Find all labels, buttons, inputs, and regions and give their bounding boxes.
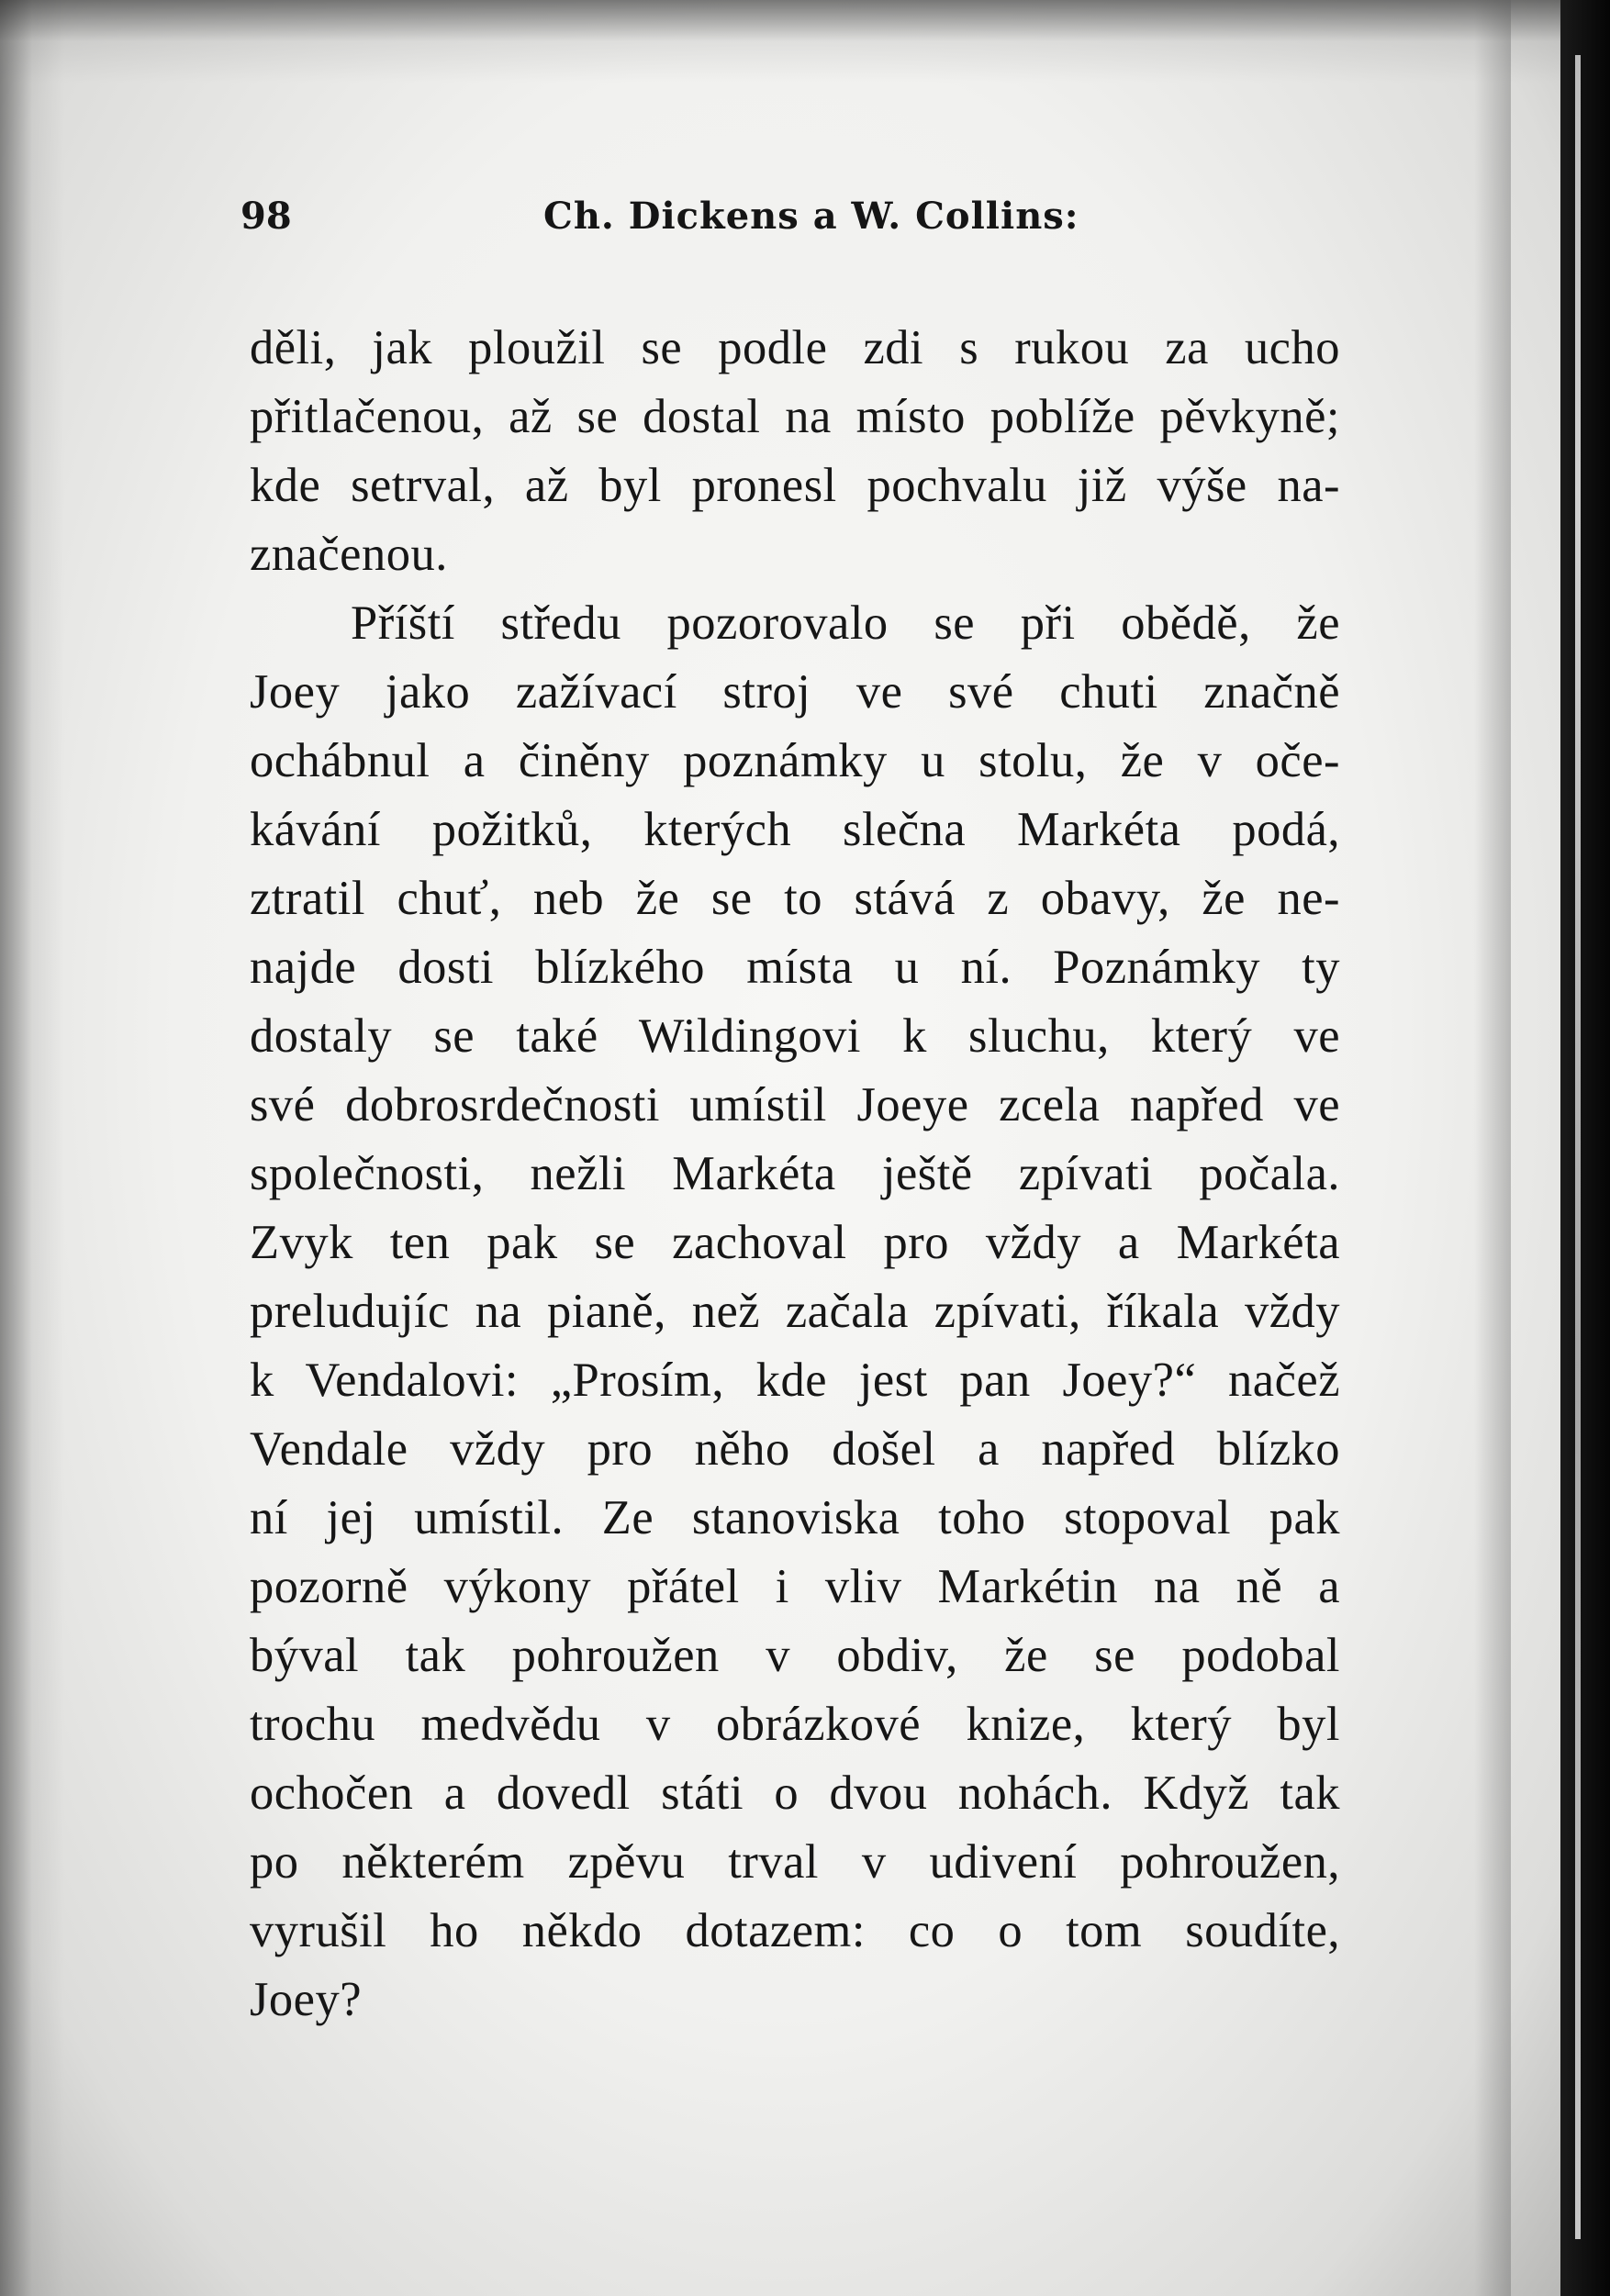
text-line: Joey jako zažívací stroj ve své chuti značně xyxy=(250,665,1340,719)
text-line: ochábnul a činěny poznámky u stolu, že v oče- xyxy=(250,734,1340,787)
book-spine-edge xyxy=(1560,0,1610,2296)
text-line: přitlačenou, až se dostal na místo poblíže pěvkyně; xyxy=(250,390,1340,443)
text-line: kde setrval, až byl pronesl pochvalu již výše na- xyxy=(250,459,1340,512)
text-line: Příští středu pozorovalo se při obědě, že xyxy=(351,596,1340,650)
text-line: své dobrosrdečnosti umístil Joeye zcela napřed ve xyxy=(250,1078,1340,1131)
text-line: ztratil chuť, neb že se to stává z obavy, že ne- xyxy=(250,872,1340,925)
text-line: k Vendalovi: „Prosím, kde jest pan Joey?“ načež xyxy=(250,1354,1340,1407)
text-line: Zvyk ten pak se zachoval pro vždy a Markéta xyxy=(250,1216,1340,1269)
text-line: ochočen a dovedl státi o dvou nohách. Když tak xyxy=(250,1767,1340,1820)
page-edge-shadow-right xyxy=(1474,0,1511,2296)
text-line: po některém zpěvu trval v udivení pohroužen, xyxy=(250,1835,1340,1889)
text-line: vyrušil ho někdo dotazem: co o tom soudíte, xyxy=(250,1904,1340,1957)
text-line: dostaly se také Wildingovi k sluchu, který ve xyxy=(250,1009,1340,1063)
text-line: ní jej umístil. Ze stanoviska toho stopoval pak xyxy=(250,1491,1340,1544)
text-line: trochu medvědu v obrázkové knize, který byl xyxy=(250,1698,1340,1751)
text-line: společnosti, nežli Markéta ještě zpívati počala. xyxy=(250,1147,1340,1200)
text-line: najde dosti blízkého místa u ní. Poznámky ty xyxy=(250,941,1340,994)
page-number: 98 xyxy=(240,195,292,238)
body-text xyxy=(250,314,1340,2034)
page-edge-shadow-top xyxy=(0,0,1560,83)
page-edge-shadow-left xyxy=(0,0,64,2296)
page-edge-stripe xyxy=(1575,55,1581,2239)
running-head: Ch. Dickens a W. Collins: xyxy=(543,195,1079,238)
page-header xyxy=(240,195,1324,250)
text-line: pozorně výkony přátel i vliv Markétin na ně a xyxy=(250,1560,1340,1613)
text-line: preludujíc na pianě, než začala zpívati, říkala vždy xyxy=(250,1285,1340,1338)
text-line: Vendale vždy pro něho došel a napřed blízko xyxy=(250,1422,1340,1476)
text-line: Joey? xyxy=(250,1973,363,2026)
text-line: značenou. xyxy=(250,528,448,581)
text-line: kávání požitků, kterých slečna Markéta podá, xyxy=(250,803,1340,856)
text-line: býval tak pohroužen v obdiv, že se podobal xyxy=(250,1629,1340,1682)
text-line: děli, jak ploužil se podle zdi s rukou za ucho xyxy=(250,321,1340,374)
